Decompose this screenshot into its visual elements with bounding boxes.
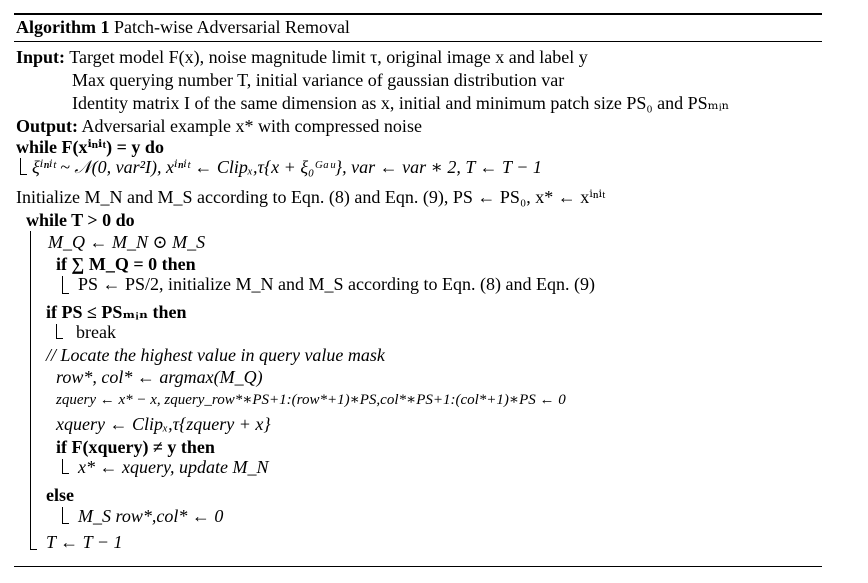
output-label: Output:	[16, 116, 79, 136]
break-line: break	[76, 322, 116, 342]
noise-line: ξⁱⁿⁱᵗ ~ 𝒩(0, var²I), xⁱⁿⁱᵗ ← Clipₓ,τ{x + ξ₀ᴳᵃᵘ}, var ← var ∗ 2, T ← T − 1	[32, 157, 542, 177]
mq-line: M_Q ← M_N ⊙ M_S	[48, 232, 206, 252]
input-text-3: Identity matrix I of the same dimension as x, initial and minimum patch size PS₀ and PSₘᵢₙ	[72, 93, 730, 113]
zquery-line: zquery ← x* − x, zquery_row*∗PS+1:(row*+1)∗PS,col*∗PS+1:(col*+1)∗PS ← 0	[56, 392, 566, 408]
while-initial: while F(xⁱⁿⁱᵗ) = y do	[16, 137, 164, 157]
input-line-3	[72, 92, 729, 114]
update-line: x* ← xquery, update M_N	[78, 457, 269, 477]
input-text-2: Max querying number T, initial variance of gaussian distribution var	[72, 70, 565, 90]
if-ps-min-bracket	[56, 324, 63, 339]
if-ps-min: if PS ≤ PSₘᵢₙ then	[46, 302, 187, 322]
if-misclassified: if F(xquery) ≠ y then	[56, 437, 215, 457]
output-line	[16, 115, 422, 137]
while-main: while T > 0 do	[26, 210, 135, 230]
caption-label: Algorithm 1	[16, 17, 110, 37]
comment-line: // Locate the highest value in query value mask	[46, 345, 385, 365]
caption-title: Patch-wise Adversarial Removal	[114, 17, 350, 37]
caption-rule	[14, 41, 822, 42]
while-initial-bracket	[20, 158, 27, 175]
t-decrement-line: T ← T − 1	[46, 532, 123, 552]
init-line: Initialize M_N and M_S according to Eqn. (8) and Eqn. (9), PS ← PS₀, x* ← xⁱⁿⁱᵗ	[16, 187, 606, 207]
input-line-1	[16, 46, 588, 68]
ps-halve-line: PS ← PS/2, initialize M_N and M_S according to Eqn. (8) and Eqn. (9)	[78, 274, 595, 294]
if-sum-zero: if ∑ M_Q = 0 then	[56, 254, 196, 274]
input-label: Input:	[16, 47, 66, 67]
while-main-bracket	[30, 231, 37, 550]
if-sum-zero-bracket	[62, 276, 69, 294]
else-bracket	[62, 507, 69, 524]
argmax-line: row*, col* ← argmax(M_Q)	[56, 367, 263, 387]
xquery-line: xquery ← Clipₓ,τ{zquery + x}	[56, 414, 271, 434]
else-line: else	[46, 485, 74, 505]
bottom-rule	[14, 566, 822, 567]
input-text-1: Target model F(x), noise magnitude limit τ, original image x and label y	[69, 47, 588, 67]
if-misclassified-bracket	[62, 459, 69, 474]
ms-update-line: M_S row*,col* ← 0	[78, 506, 224, 526]
output-text: Adversarial example x* with compressed noise	[81, 116, 422, 136]
input-line-2	[72, 69, 564, 91]
top-rule	[14, 13, 822, 15]
algorithm-caption	[16, 16, 350, 38]
